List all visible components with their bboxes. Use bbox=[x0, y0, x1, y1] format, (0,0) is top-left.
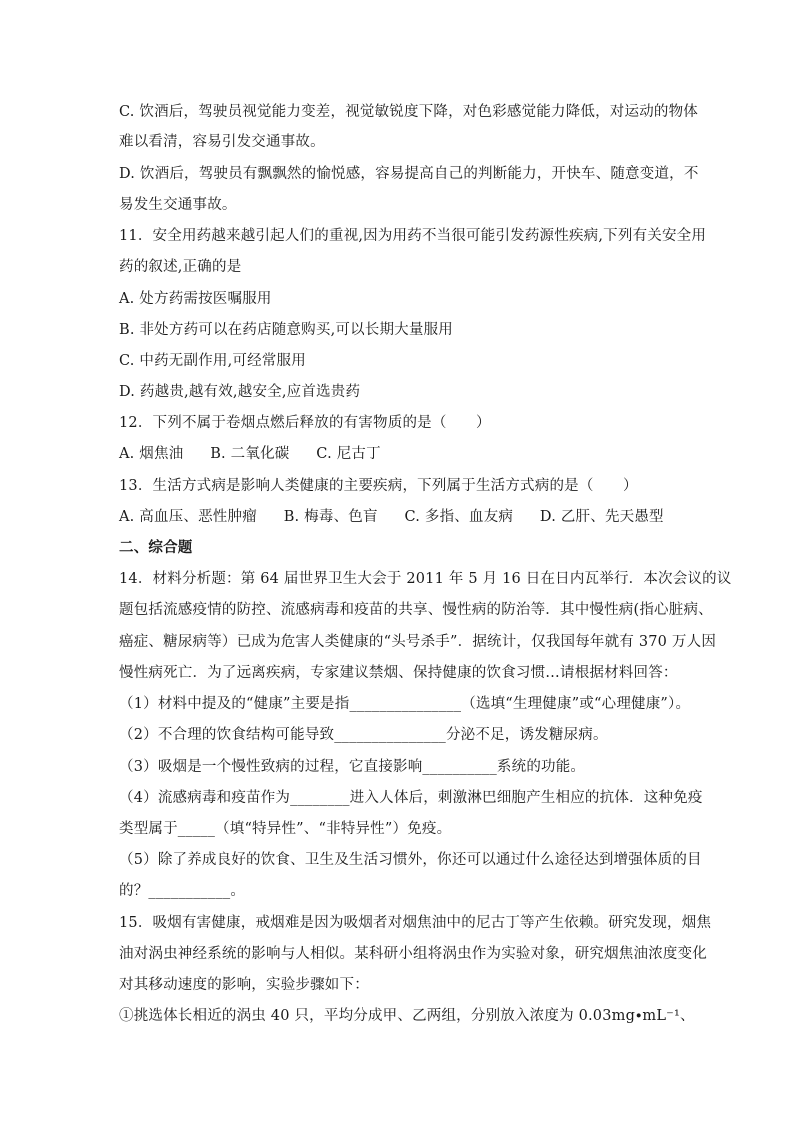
q13-option-c: C. 多指、血友病 bbox=[404, 509, 514, 525]
q13-option-a: A. 高血压、恶性肿瘤 bbox=[119, 509, 257, 525]
option-d-line-1: D. 饮酒后，驾驶员有飘飘然的愉悦感，容易提高自己的判断能力，开快车、随意变道，不 bbox=[119, 166, 699, 182]
q11-option-b: B. 非处方药可以在药店随意购买,可以长期大量服用 bbox=[119, 322, 453, 338]
q11-option-a: A. 处方药需按医嘱服用 bbox=[119, 291, 272, 307]
q14-sub-2: （2）不合理的饮食结构可能导致_______________分泌不足，诱发糖尿病。 bbox=[119, 727, 608, 743]
q14-sub-5-line-1: （5）除了养成良好的饮食、卫生及生活习惯外，你还可以通过什么途径达到增强体质的目 bbox=[119, 852, 702, 868]
q13-option-b: B. 梅毒、色盲 bbox=[283, 509, 378, 525]
q13-options bbox=[119, 507, 686, 527]
q14-sub-5-line-2: 的？___________。 bbox=[119, 883, 246, 899]
q12-option-c: C. 尼古丁 bbox=[316, 446, 381, 462]
section-heading: 二、综合题 bbox=[119, 539, 193, 556]
question-11-line-2: 药的叙述,正确的是 bbox=[119, 259, 242, 275]
question-12: 12．下列不属于卷烟点燃后释放的有害物质的是（ ） bbox=[119, 415, 491, 431]
q14-sub-4-line-2: 类型属于_____（填“特异性”、“非特异性”）免疫。 bbox=[119, 821, 452, 837]
question-14-line-3: 癌症、糖尿病等）已成为危害人类健康的“头号杀手”．据统计，仅我国每年就有 370 万人因 bbox=[119, 634, 717, 650]
q12-option-a: A. 烟焦油 bbox=[119, 446, 184, 462]
q12-option-b: B. 二氧化碳 bbox=[210, 446, 290, 462]
q14-sub-3: （3）吸烟是一个慢性致病的过程，它直接影响__________系统的功能。 bbox=[119, 759, 586, 775]
question-15-step-1: ①挑选体长相近的涡虫 40 只，平均分成甲、乙两组，分别放入浓度为 0.03mg∙mL⁻¹、 bbox=[119, 1008, 695, 1024]
question-14-line-1: 14．材料分析题：第 64 届世界卫生大会于 2011 年 5 月 16 日在日内瓦举行．本次会议的议 bbox=[119, 571, 732, 587]
option-c-line-1: C. 饮酒后，驾驶员视觉能力变差，视觉敏锐度下降，对色彩感觉能力降低，对运动的物体 bbox=[119, 104, 698, 120]
question-15-line-3: 对其移动速度的影响，实验步骤如下： bbox=[119, 977, 369, 993]
question-11-line-1: 11．安全用药越来越引起人们的重视,因为用药不当很可能引发药源性疾病,下列有关安全用 bbox=[119, 228, 707, 244]
q14-sub-4-line-1: （4）流感病毒和疫苗作为________进入人体后，刺激淋巴细胞产生相应的抗体．这种免疫 bbox=[119, 790, 703, 806]
q11-option-c: C. 中药无副作用,可经常服用 bbox=[119, 353, 306, 369]
question-14-line-2: 题包括流感疫情的防控、流感病毒和疫苗的共享、慢性病的防治等．其中慢性病(指心脏病、 bbox=[119, 602, 713, 618]
option-c-line-2: 难以看清，容易引发交通事故。 bbox=[119, 134, 325, 150]
q12-options bbox=[119, 444, 403, 464]
question-13: 13．生活方式病是影响人类健康的主要疾病，下列属于生活方式病的是（ ） bbox=[119, 478, 638, 494]
question-15-line-1: 15．吸烟有害健康，戒烟难是因为吸烟者对烟焦油中的尼古丁等产生依赖。研究发现，烟焦 bbox=[119, 915, 712, 931]
q14-sub-1: （1）材料中提及的“健康”主要是指_______________（选填“生理健康”或“心理健康”）。 bbox=[119, 696, 691, 712]
question-15-line-2: 油对涡虫神经系统的影响与人相似。某科研小组将涡虫作为实验对象，研究烟焦油浓度变化 bbox=[119, 946, 707, 962]
q11-option-d: D. 药越贵,越有效,越安全,应首选贵药 bbox=[119, 384, 361, 400]
option-d-line-2: 易发生交通事故。 bbox=[119, 197, 237, 213]
question-14-line-4: 慢性病死亡．为了远离疾病，专家建议禁烟、保持健康的饮食习惯…请根据材料回答： bbox=[119, 665, 678, 681]
q13-option-d: D. 乙肝、先天愚型 bbox=[539, 509, 664, 525]
